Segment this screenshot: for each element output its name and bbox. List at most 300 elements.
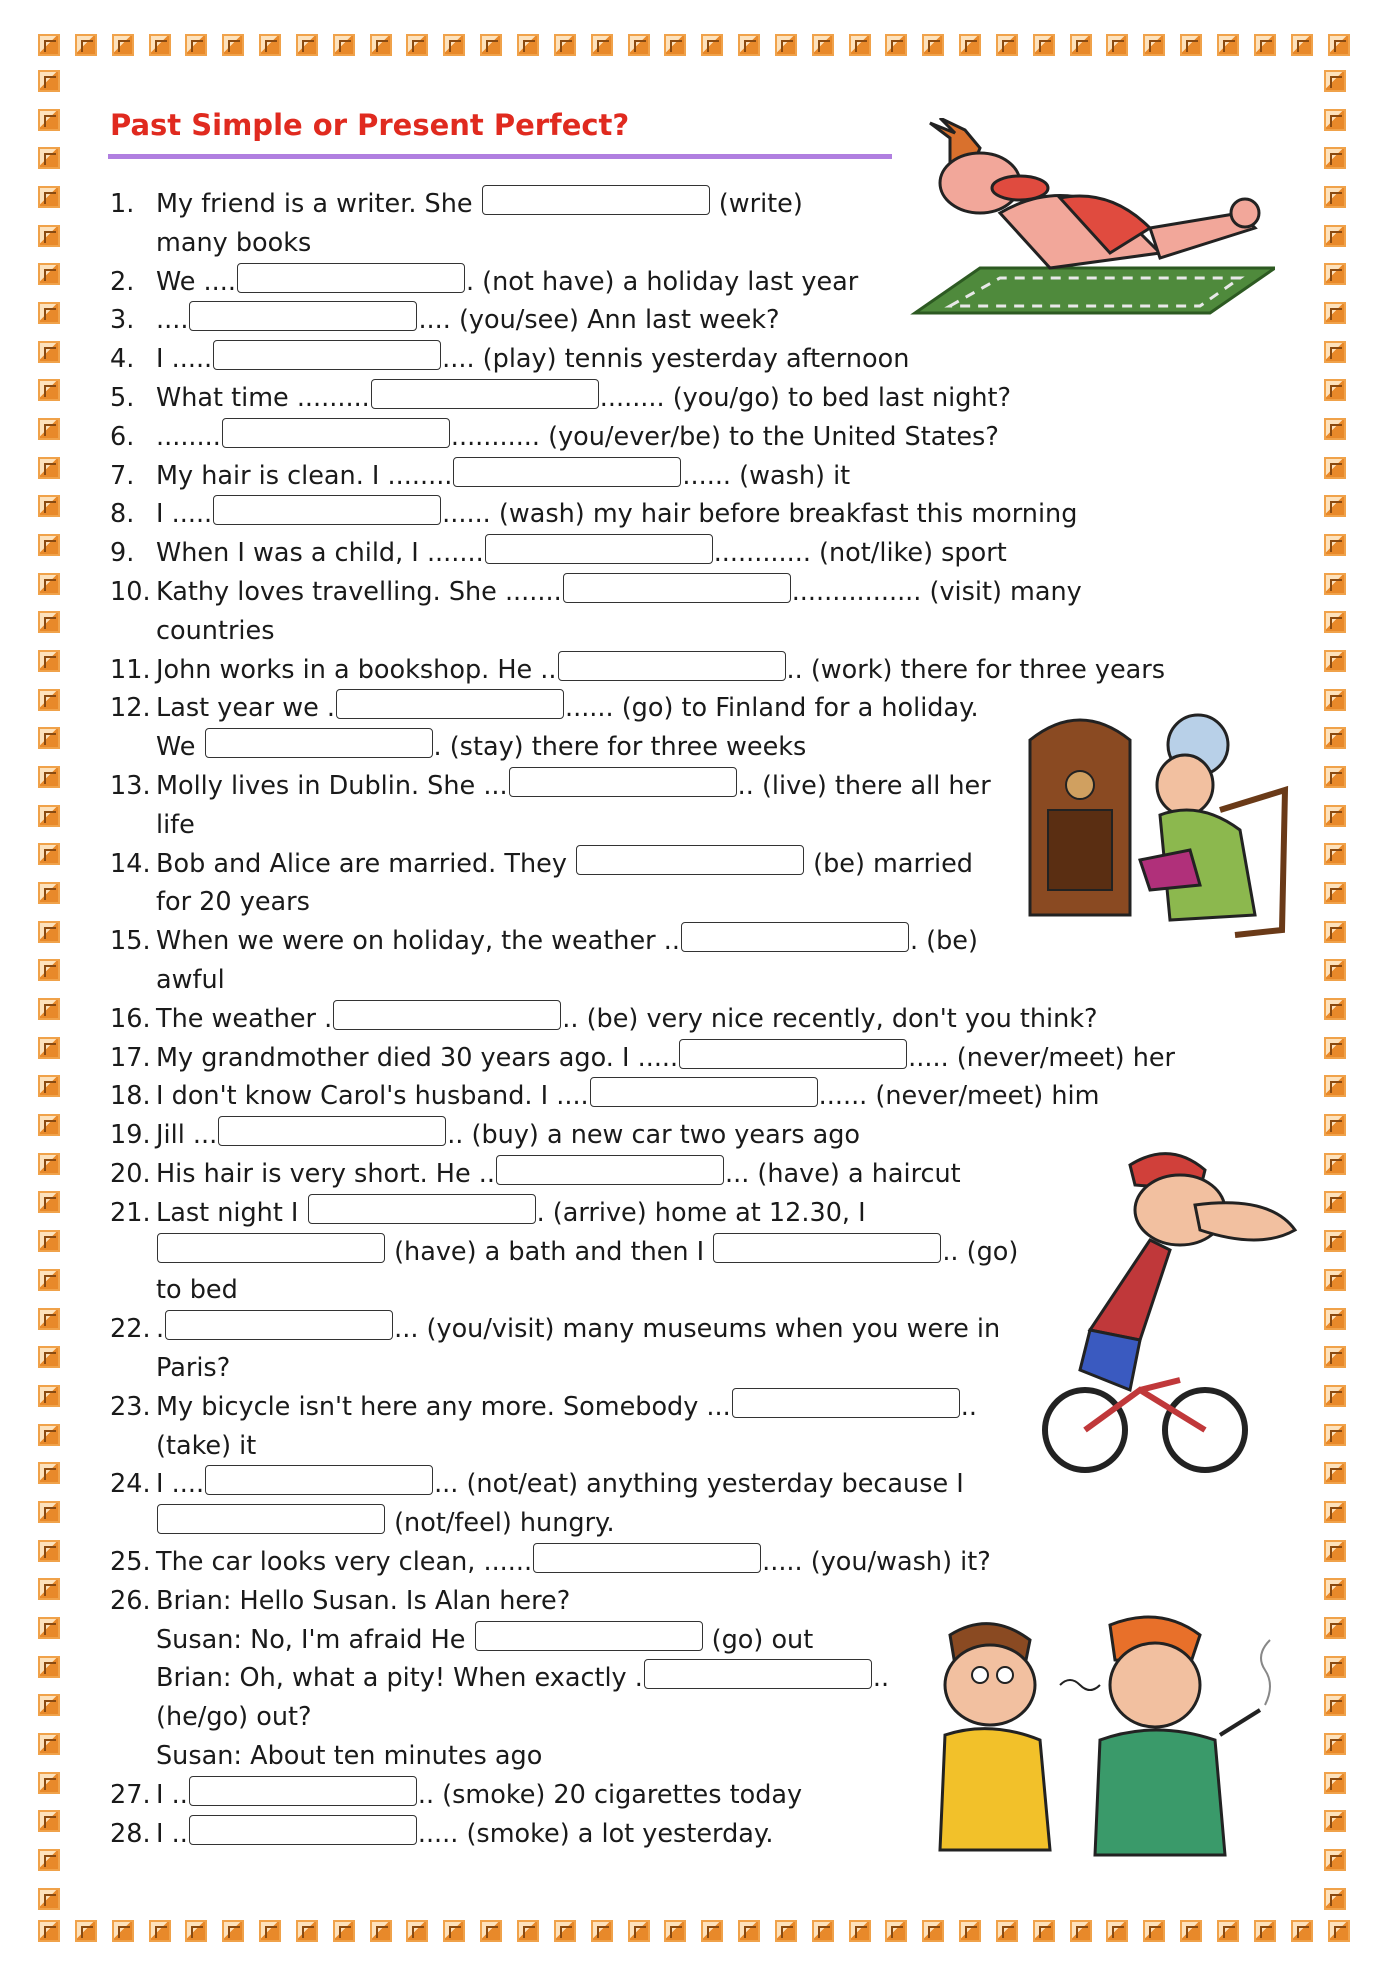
sentence-text: I ..	[156, 1779, 188, 1810]
exercise-line	[110, 301, 780, 339]
square-frame-icon	[38, 147, 60, 169]
square-frame-icon	[1324, 1772, 1346, 1794]
square-frame-icon	[38, 1230, 60, 1252]
sentence-text: ..... (you/wash) it?	[762, 1547, 991, 1577]
square-frame-icon	[38, 34, 60, 56]
square-frame-icon	[1324, 1617, 1346, 1639]
square-frame-icon	[1324, 650, 1346, 672]
exercise-line	[110, 1039, 1175, 1077]
square-frame-icon	[38, 263, 60, 285]
sentence-text: ... (not/eat) anything yesterday because I	[434, 1469, 964, 1500]
square-frame-icon	[885, 1920, 907, 1942]
square-frame-icon	[1324, 611, 1346, 633]
square-frame-icon	[38, 1617, 60, 1639]
border-top	[38, 34, 1350, 60]
exercise-line	[110, 1504, 615, 1542]
square-frame-icon	[1324, 1578, 1346, 1600]
square-frame-icon	[1254, 1920, 1276, 1942]
exercise-line	[110, 1388, 977, 1426]
square-frame-icon	[38, 882, 60, 904]
square-frame-icon	[296, 34, 318, 56]
square-frame-icon	[112, 1920, 134, 1942]
sentence-text: ...... (wash) my hair before breakfast this morning	[442, 499, 1078, 530]
square-frame-icon	[1106, 1920, 1128, 1942]
border-bottom	[38, 1920, 1350, 1946]
square-frame-icon	[38, 689, 60, 711]
square-frame-icon	[1324, 302, 1346, 324]
square-frame-icon	[701, 1920, 723, 1942]
exercise-line	[110, 185, 803, 223]
sentence-text: . (not have) a holiday last year	[465, 266, 859, 297]
sentence-text: I don't know Carol's husband. I ....	[156, 1081, 589, 1112]
sentence-text: awful	[156, 965, 225, 995]
answer-blank[interactable]	[189, 1776, 417, 1806]
square-frame-icon	[38, 534, 60, 556]
sentence-text: Last night I	[156, 1197, 307, 1228]
square-frame-icon	[1324, 689, 1346, 711]
square-frame-icon	[1324, 1849, 1346, 1871]
square-frame-icon	[38, 921, 60, 943]
exercise-line	[110, 961, 225, 999]
answer-blank[interactable]	[496, 1155, 724, 1185]
square-frame-icon	[185, 34, 207, 56]
square-frame-icon	[1324, 341, 1346, 363]
square-frame-icon	[38, 959, 60, 981]
exercise-line	[110, 845, 973, 883]
answer-blank[interactable]	[453, 457, 681, 487]
square-frame-icon	[149, 34, 171, 56]
answer-blank[interactable]	[189, 1815, 417, 1845]
item-number: 24.	[110, 1469, 151, 1500]
answer-blank[interactable]	[475, 1621, 703, 1651]
answer-blank[interactable]	[189, 301, 417, 331]
square-frame-icon	[517, 1920, 539, 1942]
sentence-text: Kathy loves travelling. She .......	[156, 577, 562, 607]
item-number: 2.	[110, 266, 135, 297]
item-number: 6.	[110, 421, 135, 452]
sentence-text: ........... (you/ever/be) to the United States?	[450, 421, 999, 452]
sentence-text: life	[156, 809, 195, 840]
exercise-line	[110, 1194, 866, 1232]
square-frame-icon	[38, 225, 60, 247]
exercise-line	[110, 224, 311, 262]
sentence-text: My hair is clean. I ........	[156, 460, 453, 491]
sentence-text: (be) married	[805, 848, 973, 879]
exercise-line	[110, 1271, 238, 1309]
item-number: 21.	[110, 1197, 151, 1228]
sentence-text: ..... (smoke) a lot yesterday.	[417, 1818, 774, 1849]
answer-blank[interactable]	[222, 418, 450, 448]
item-number: 9.	[110, 538, 135, 569]
sentence-text: .... (you/see) Ann last week?	[418, 305, 780, 336]
sentence-text: Bob and Alice are married. They	[156, 848, 576, 879]
square-frame-icon	[38, 1810, 60, 1832]
square-frame-icon	[38, 1849, 60, 1871]
square-frame-icon	[38, 418, 60, 440]
square-frame-icon	[1324, 1733, 1346, 1755]
exercise-line	[110, 1077, 1099, 1115]
square-frame-icon	[480, 1920, 502, 1942]
answer-blank[interactable]	[205, 1465, 433, 1495]
square-frame-icon	[1324, 998, 1346, 1020]
answer-blank[interactable]	[558, 651, 786, 681]
sentence-text: (he/go) out?	[156, 1702, 312, 1733]
exercise-line	[110, 340, 909, 378]
square-frame-icon	[1324, 457, 1346, 479]
sentence-text: ...... (never/meet) him	[818, 1081, 1100, 1112]
exercise-line	[110, 495, 1077, 533]
square-frame-icon	[38, 573, 60, 595]
answer-blank[interactable]	[679, 1039, 907, 1069]
item-number: 5.	[110, 383, 135, 413]
sentence-text: ....	[156, 305, 189, 336]
exercise-line	[110, 379, 1011, 417]
exercise-line	[110, 767, 991, 805]
square-frame-icon	[959, 1920, 981, 1942]
square-frame-icon	[1324, 1385, 1346, 1407]
exercise-line	[110, 263, 858, 301]
exercise-line	[110, 1621, 813, 1659]
square-frame-icon	[922, 1920, 944, 1942]
knitting-grandmother-illustration	[1020, 700, 1290, 945]
square-frame-icon	[38, 495, 60, 517]
answer-blank[interactable]	[732, 1388, 960, 1418]
square-frame-icon	[738, 1920, 760, 1942]
item-number: 8.	[110, 499, 135, 530]
square-frame-icon	[1324, 1810, 1346, 1832]
square-frame-icon	[1324, 1269, 1346, 1291]
square-frame-icon	[1324, 1888, 1346, 1910]
sentence-text: Susan: About ten minutes ago	[156, 1741, 543, 1771]
square-frame-icon	[664, 1920, 686, 1942]
sentence-text: Susan: No, I'm afraid He	[156, 1624, 474, 1655]
square-frame-icon	[1291, 34, 1313, 56]
border-right	[1324, 70, 1350, 1910]
square-frame-icon	[1324, 882, 1346, 904]
square-frame-icon	[517, 34, 539, 56]
sentence-text: ... (have) a haircut	[724, 1159, 961, 1189]
answer-blank[interactable]	[590, 1077, 818, 1107]
square-frame-icon	[1324, 805, 1346, 827]
square-frame-icon	[1070, 34, 1092, 56]
answer-blank[interactable]	[681, 922, 909, 952]
item-number: 18.	[110, 1081, 151, 1112]
square-frame-icon	[259, 34, 281, 56]
square-frame-icon	[38, 650, 60, 672]
sentence-text: Molly lives in Dublin. She ...	[156, 771, 508, 801]
square-frame-icon	[38, 1037, 60, 1059]
square-frame-icon	[1324, 186, 1346, 208]
square-frame-icon	[38, 109, 60, 131]
sentence-text: .. (buy) a new car two years ago	[447, 1120, 860, 1151]
sentence-text: ... (you/visit) many museums when you were in	[394, 1314, 1001, 1345]
sentence-text: ...... (wash) it	[682, 460, 851, 491]
sentence-text: .. (go)	[942, 1236, 1019, 1267]
sentence-text: ........	[156, 421, 221, 452]
sentence-text: I ..	[156, 1818, 188, 1849]
square-frame-icon	[1143, 1920, 1165, 1942]
exercise-line	[110, 1543, 991, 1581]
answer-blank[interactable]	[713, 1233, 941, 1263]
square-frame-icon	[38, 1346, 60, 1368]
item-number: 19.	[110, 1120, 151, 1151]
square-frame-icon	[1324, 1308, 1346, 1330]
exercise-line	[110, 806, 195, 844]
answer-blank[interactable]	[371, 379, 599, 409]
sentence-text: I .....	[156, 499, 213, 530]
square-frame-icon	[1324, 1037, 1346, 1059]
square-frame-icon	[333, 1920, 355, 1942]
answer-blank[interactable]	[157, 1233, 385, 1263]
sentence-text: to bed	[156, 1275, 238, 1306]
item-number: 17.	[110, 1042, 151, 1073]
square-frame-icon	[1324, 766, 1346, 788]
square-frame-icon	[628, 1920, 650, 1942]
square-frame-icon	[38, 1269, 60, 1291]
square-frame-icon	[38, 843, 60, 865]
sentence-text: (not/feel) hungry.	[386, 1508, 615, 1539]
square-frame-icon	[922, 34, 944, 56]
sentence-text: Jill ...	[156, 1120, 218, 1151]
square-frame-icon	[1324, 1462, 1346, 1484]
exercise-line	[110, 1659, 889, 1697]
sentence-text: My bicycle isn't here any more. Somebody ...	[156, 1391, 731, 1422]
exercise-line	[110, 651, 1165, 689]
answer-blank[interactable]	[563, 573, 791, 603]
square-frame-icon	[1180, 1920, 1202, 1942]
square-frame-icon	[1324, 1153, 1346, 1175]
square-frame-icon	[1324, 1191, 1346, 1213]
square-frame-icon	[333, 34, 355, 56]
exercise-line	[110, 1776, 802, 1814]
answer-blank[interactable]	[237, 263, 465, 293]
item-number: 20.	[110, 1159, 151, 1189]
square-frame-icon	[38, 1772, 60, 1794]
square-frame-icon	[701, 34, 723, 56]
answer-blank[interactable]	[213, 495, 441, 525]
sentence-text: ........ (you/go) to bed last night?	[599, 383, 1012, 413]
item-number: 7.	[110, 460, 135, 491]
sentence-text: . (be)	[909, 926, 978, 957]
square-frame-icon	[554, 1920, 576, 1942]
square-frame-icon	[38, 70, 60, 92]
square-frame-icon	[1324, 1656, 1346, 1678]
item-number: 28.	[110, 1818, 151, 1849]
square-frame-icon	[443, 34, 465, 56]
square-frame-icon	[38, 805, 60, 827]
sentence-text: .... (play) tennis yesterday afternoon	[442, 344, 910, 375]
sentence-text: What time .........	[156, 383, 370, 413]
answer-blank[interactable]	[533, 1543, 761, 1573]
exercise-line	[110, 418, 999, 456]
border-left	[38, 70, 64, 1910]
item-number: 23.	[110, 1391, 151, 1422]
square-frame-icon	[1324, 70, 1346, 92]
square-frame-icon	[38, 379, 60, 401]
square-frame-icon	[443, 1920, 465, 1942]
square-frame-icon	[38, 998, 60, 1020]
square-frame-icon	[1324, 727, 1346, 749]
exercise-line	[110, 1000, 1098, 1038]
square-frame-icon	[38, 302, 60, 324]
answer-blank[interactable]	[157, 1504, 385, 1534]
square-frame-icon	[38, 1114, 60, 1136]
square-frame-icon	[185, 1920, 207, 1942]
exercise-line	[110, 1349, 230, 1387]
answer-blank[interactable]	[485, 534, 713, 564]
square-frame-icon	[1324, 1075, 1346, 1097]
square-frame-icon	[75, 1920, 97, 1942]
square-frame-icon	[38, 1191, 60, 1213]
square-frame-icon	[38, 1385, 60, 1407]
answer-blank[interactable]	[576, 845, 804, 875]
sentence-text: .. (smoke) 20 cigarettes today	[417, 1779, 803, 1810]
square-frame-icon	[1291, 1920, 1313, 1942]
square-frame-icon	[664, 34, 686, 56]
sentence-text: .	[156, 1314, 165, 1345]
square-frame-icon	[406, 1920, 428, 1942]
answer-blank[interactable]	[213, 340, 441, 370]
exercise-line	[110, 573, 1082, 611]
sentence-text: My grandmother died 30 years ago. I .....	[156, 1042, 679, 1073]
square-frame-icon	[38, 1501, 60, 1523]
cyclist-illustration	[1030, 1140, 1305, 1485]
square-frame-icon	[38, 1656, 60, 1678]
square-frame-icon	[38, 1075, 60, 1097]
square-frame-icon	[149, 1920, 171, 1942]
answer-blank[interactable]	[644, 1659, 872, 1689]
exercise-line	[110, 1233, 1018, 1271]
square-frame-icon	[38, 1888, 60, 1910]
sentence-text: .. (live) there all her	[737, 771, 991, 801]
square-frame-icon	[1324, 225, 1346, 247]
answer-blank[interactable]	[336, 689, 564, 719]
square-frame-icon	[591, 34, 613, 56]
square-frame-icon	[38, 1578, 60, 1600]
square-frame-icon	[38, 457, 60, 479]
square-frame-icon	[1324, 147, 1346, 169]
square-frame-icon	[1324, 418, 1346, 440]
square-frame-icon	[222, 34, 244, 56]
exercise-line	[110, 1155, 961, 1193]
item-number: 22.	[110, 1314, 151, 1345]
sunbather-illustration	[910, 118, 1275, 323]
square-frame-icon	[591, 1920, 613, 1942]
sentence-text: John works in a bookshop. He ..	[156, 654, 557, 685]
square-frame-icon	[1324, 1230, 1346, 1252]
square-frame-icon	[75, 34, 97, 56]
sentence-text: many books	[156, 227, 312, 258]
square-frame-icon	[1324, 1424, 1346, 1446]
sentence-text: His hair is very short. He ..	[156, 1159, 495, 1189]
square-frame-icon	[1324, 921, 1346, 943]
item-number: 25.	[110, 1547, 151, 1577]
answer-blank[interactable]	[205, 728, 433, 758]
sentence-text: Paris?	[156, 1353, 231, 1383]
square-frame-icon	[1324, 263, 1346, 285]
item-number: 26.	[110, 1585, 151, 1616]
exercise-line	[110, 922, 978, 960]
square-frame-icon	[1324, 1114, 1346, 1136]
square-frame-icon	[1106, 34, 1128, 56]
answer-blank[interactable]	[509, 767, 737, 797]
square-frame-icon	[38, 186, 60, 208]
sentence-text: . (stay) there for three weeks	[433, 732, 807, 763]
square-frame-icon	[1324, 573, 1346, 595]
square-frame-icon	[38, 1694, 60, 1716]
sentence-text: We ....	[156, 266, 236, 297]
answer-blank[interactable]	[218, 1116, 446, 1146]
exercise-line	[110, 612, 275, 650]
square-frame-icon	[1328, 1920, 1350, 1942]
square-frame-icon	[1324, 1501, 1346, 1523]
exercise-line	[110, 457, 850, 495]
square-frame-icon	[1070, 1920, 1092, 1942]
square-frame-icon	[812, 1920, 834, 1942]
sentence-text: My friend is a writer. She	[156, 189, 481, 219]
answer-blank[interactable]	[308, 1194, 536, 1224]
sentence-text: ................ (visit) many	[791, 577, 1082, 607]
square-frame-icon	[775, 34, 797, 56]
square-frame-icon	[222, 1920, 244, 1942]
square-frame-icon	[885, 34, 907, 56]
item-number: 27.	[110, 1779, 151, 1810]
square-frame-icon	[38, 766, 60, 788]
square-frame-icon	[38, 1733, 60, 1755]
sentence-text: I ....	[156, 1469, 205, 1500]
answer-blank[interactable]	[333, 1000, 561, 1030]
square-frame-icon	[1324, 495, 1346, 517]
smoker-and-neighbor-illustration	[930, 1615, 1290, 1865]
sentence-text: . (arrive) home at 12.30, I	[536, 1197, 866, 1228]
answer-blank[interactable]	[482, 185, 710, 215]
exercise-line	[110, 883, 310, 921]
square-frame-icon	[38, 1153, 60, 1175]
square-frame-icon	[1180, 34, 1202, 56]
square-frame-icon	[1328, 34, 1350, 56]
item-number: 10.	[110, 577, 151, 607]
square-frame-icon	[1033, 34, 1055, 56]
square-frame-icon	[996, 1920, 1018, 1942]
square-frame-icon	[1324, 843, 1346, 865]
square-frame-icon	[849, 1920, 871, 1942]
answer-blank[interactable]	[165, 1310, 393, 1340]
sentence-text: (have) a bath and then I	[386, 1236, 713, 1267]
square-frame-icon	[370, 34, 392, 56]
square-frame-icon	[738, 34, 760, 56]
page-title: Past Simple or Present Perfect?	[110, 108, 630, 142]
square-frame-icon	[775, 1920, 797, 1942]
sentence-text: ...... (go) to Finland for a holiday.	[564, 693, 979, 724]
item-number: 14.	[110, 848, 151, 879]
sentence-text: .. (be) very nice recently, don't you think?	[562, 1003, 1098, 1034]
square-frame-icon	[1324, 1694, 1346, 1716]
square-frame-icon	[554, 34, 576, 56]
exercise-line	[110, 689, 979, 727]
square-frame-icon	[1217, 1920, 1239, 1942]
sentence-text: ..	[960, 1391, 977, 1422]
exercise-line	[110, 1116, 860, 1154]
item-number: 12.	[110, 693, 151, 724]
square-frame-icon	[38, 1540, 60, 1562]
square-frame-icon	[38, 1424, 60, 1446]
square-frame-icon	[1324, 1346, 1346, 1368]
item-number: 3.	[110, 305, 135, 336]
square-frame-icon	[959, 34, 981, 56]
item-number: 11.	[110, 654, 151, 685]
item-number: 15.	[110, 926, 151, 957]
square-frame-icon	[1324, 959, 1346, 981]
